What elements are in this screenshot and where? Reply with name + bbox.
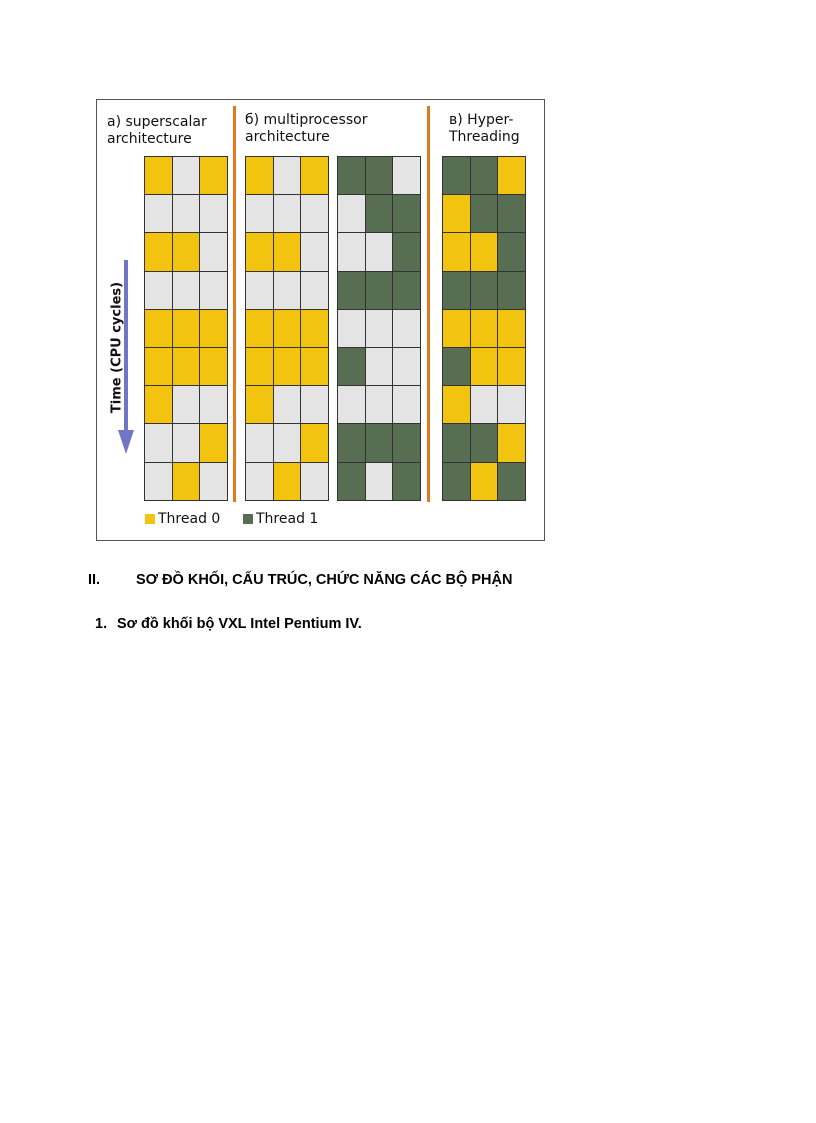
cell-idle (366, 463, 393, 500)
cell-idle (200, 463, 227, 500)
cell-idle (145, 424, 172, 461)
cell-idle (173, 195, 200, 232)
cell-idle (145, 463, 172, 500)
cell-thread-1 (393, 463, 420, 500)
cell-thread-1 (498, 233, 525, 270)
cell-thread-0 (498, 157, 525, 194)
cell-thread-0 (145, 233, 172, 270)
cell-thread-0 (498, 310, 525, 347)
legend-label: Thread 1 (256, 511, 319, 527)
thread-0-swatch (145, 514, 155, 524)
cell-idle (366, 310, 393, 347)
cell-thread-0 (471, 348, 498, 385)
cell-thread-0 (246, 310, 273, 347)
hyperthreading-figure (96, 99, 545, 541)
cell-thread-0 (145, 386, 172, 423)
cell-thread-0 (274, 463, 301, 500)
cell-thread-0 (246, 348, 273, 385)
cell-idle (338, 195, 365, 232)
cell-idle (338, 310, 365, 347)
cell-thread-1 (366, 272, 393, 309)
cell-idle (301, 463, 328, 500)
cell-thread-1 (471, 195, 498, 232)
cell-idle (145, 272, 172, 309)
cell-thread-0 (246, 233, 273, 270)
cell-idle (301, 233, 328, 270)
panel-separator (233, 106, 236, 502)
cell-thread-1 (338, 157, 365, 194)
cell-thread-1 (443, 463, 470, 500)
cell-idle (173, 424, 200, 461)
cell-idle (274, 157, 301, 194)
cell-idle (200, 195, 227, 232)
cell-thread-1 (443, 424, 470, 461)
panel-label-hyperthreading: в) Hyper- Threading (449, 112, 520, 145)
cell-thread-1 (393, 195, 420, 232)
cell-thread-1 (471, 424, 498, 461)
cell-thread-0 (301, 157, 328, 194)
cell-thread-1 (338, 272, 365, 309)
cell-thread-0 (200, 348, 227, 385)
cell-thread-0 (173, 463, 200, 500)
multiprocessor-grid-cpu1 (337, 156, 421, 501)
cell-idle (393, 386, 420, 423)
cell-thread-1 (338, 348, 365, 385)
cell-idle (301, 195, 328, 232)
cell-thread-0 (145, 348, 172, 385)
time-axis (97, 260, 137, 460)
cell-thread-0 (200, 310, 227, 347)
cell-idle (246, 463, 273, 500)
cell-thread-0 (145, 310, 172, 347)
cell-idle (393, 348, 420, 385)
cell-thread-0 (274, 233, 301, 270)
cell-idle (338, 386, 365, 423)
legend-label: Thread 0 (158, 511, 221, 527)
time-axis-label: Time (CPU cycles) (109, 281, 125, 414)
cell-idle (274, 424, 301, 461)
cell-thread-0 (498, 348, 525, 385)
cell-thread-1 (338, 463, 365, 500)
cell-thread-0 (200, 157, 227, 194)
cell-thread-0 (274, 348, 301, 385)
cell-thread-0 (471, 233, 498, 270)
cell-thread-1 (443, 157, 470, 194)
panel-label-superscalar: a) superscalar architecture (107, 114, 207, 147)
cell-idle (274, 272, 301, 309)
cell-idle (145, 195, 172, 232)
cell-thread-1 (393, 233, 420, 270)
legend-thread-1 (243, 511, 318, 527)
multiprocessor-grid-cpu0 (245, 156, 329, 501)
cell-thread-0 (443, 233, 470, 270)
cell-idle (173, 272, 200, 309)
cell-thread-0 (200, 424, 227, 461)
cell-thread-0 (471, 310, 498, 347)
cell-thread-1 (393, 272, 420, 309)
cell-idle (393, 157, 420, 194)
cell-idle (498, 386, 525, 423)
cell-idle (366, 348, 393, 385)
cell-thread-0 (301, 348, 328, 385)
cell-thread-0 (145, 157, 172, 194)
cell-idle (200, 386, 227, 423)
section-number: II. (88, 572, 101, 588)
cell-idle (246, 195, 273, 232)
hyperthreading-grid (442, 156, 526, 501)
cell-thread-0 (471, 463, 498, 500)
thread-1-swatch (243, 514, 253, 524)
cell-idle (173, 386, 200, 423)
cell-idle (173, 157, 200, 194)
cell-idle (301, 272, 328, 309)
cell-thread-0 (443, 386, 470, 423)
cell-thread-1 (366, 424, 393, 461)
cell-thread-1 (366, 195, 393, 232)
cell-thread-0 (498, 424, 525, 461)
subsection-number: 1. (95, 616, 108, 632)
cell-idle (200, 272, 227, 309)
section-heading (88, 572, 512, 588)
cell-thread-0 (246, 386, 273, 423)
cell-thread-1 (498, 463, 525, 500)
cell-thread-1 (443, 348, 470, 385)
cell-idle (246, 424, 273, 461)
cell-thread-1 (393, 424, 420, 461)
cell-thread-1 (366, 157, 393, 194)
section-title: SƠ ĐỒ KHỐI, CẤU TRÚC, CHỨC NĂNG CÁC BỘ PHẬN (136, 572, 513, 588)
cell-thread-0 (173, 348, 200, 385)
cell-thread-0 (173, 310, 200, 347)
cell-thread-1 (471, 272, 498, 309)
cell-idle (274, 386, 301, 423)
cell-thread-0 (246, 157, 273, 194)
cell-idle (471, 386, 498, 423)
cell-idle (366, 386, 393, 423)
cell-thread-1 (471, 157, 498, 194)
panel-separator (427, 106, 430, 502)
cell-idle (393, 310, 420, 347)
subsection-title: Sơ đồ khối bộ VXL Intel Pentium IV. (117, 616, 362, 632)
cell-idle (274, 195, 301, 232)
cell-thread-0 (443, 310, 470, 347)
cell-idle (338, 233, 365, 270)
cell-thread-0 (301, 424, 328, 461)
legend-thread-0 (145, 511, 220, 527)
superscalar-grid (144, 156, 228, 501)
cell-thread-0 (443, 195, 470, 232)
panel-label-multiprocessor: б) multiprocessor architecture (245, 112, 368, 145)
subsection-heading (95, 616, 362, 632)
cell-idle (301, 386, 328, 423)
cell-idle (200, 233, 227, 270)
cell-thread-0 (173, 233, 200, 270)
cell-thread-1 (498, 195, 525, 232)
cell-thread-1 (338, 424, 365, 461)
cell-idle (246, 272, 273, 309)
cell-thread-1 (498, 272, 525, 309)
cell-thread-0 (301, 310, 328, 347)
cell-thread-0 (274, 310, 301, 347)
cell-idle (366, 233, 393, 270)
cell-thread-1 (443, 272, 470, 309)
